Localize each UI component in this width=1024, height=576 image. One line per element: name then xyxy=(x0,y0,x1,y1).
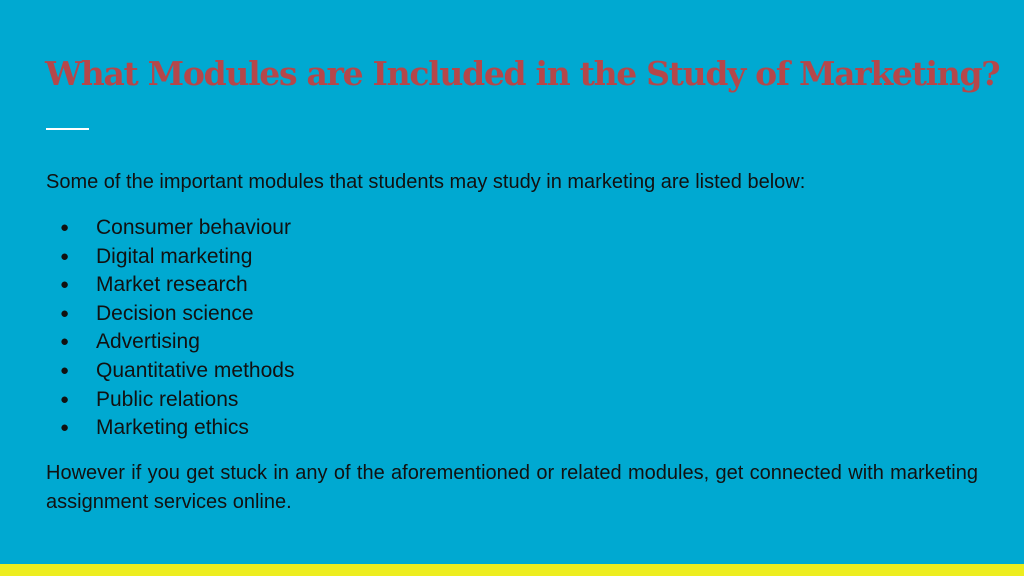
bullet-icon: ● xyxy=(60,390,70,408)
bullet-icon: ● xyxy=(60,304,70,322)
closing-paragraph: However if you get stuck in any of the aforementioned or related modules, get connected with marketing assignment services online. xyxy=(46,462,978,513)
bullet-icon: ● xyxy=(60,276,70,294)
list-item-text: Marketing ethics xyxy=(96,416,249,440)
list-item-text: Market research xyxy=(96,273,248,297)
list-item-text: Advertising xyxy=(96,330,200,354)
bullet-icon: ● xyxy=(60,419,70,437)
list-item-text: Public relations xyxy=(96,387,239,411)
list-item-text: Consumer behaviour xyxy=(96,216,291,239)
bullet-icon: ● xyxy=(60,219,70,236)
list-item-text: Digital marketing xyxy=(96,244,253,268)
bottom-accent-bar xyxy=(0,564,1024,576)
list-item-text: Decision science xyxy=(96,301,254,325)
bullet-icon: ● xyxy=(60,333,70,351)
bullet-icon: ● xyxy=(60,247,70,265)
bullet-icon: ● xyxy=(60,361,70,379)
title-underline xyxy=(46,128,89,130)
slide-title: What Modules are Included in the Study of Marketing? xyxy=(45,54,1000,93)
intro-paragraph: Some of the important modules that students may study in marketing are listed below: xyxy=(46,171,806,193)
list-item-text: Quantitative methods xyxy=(96,358,295,382)
